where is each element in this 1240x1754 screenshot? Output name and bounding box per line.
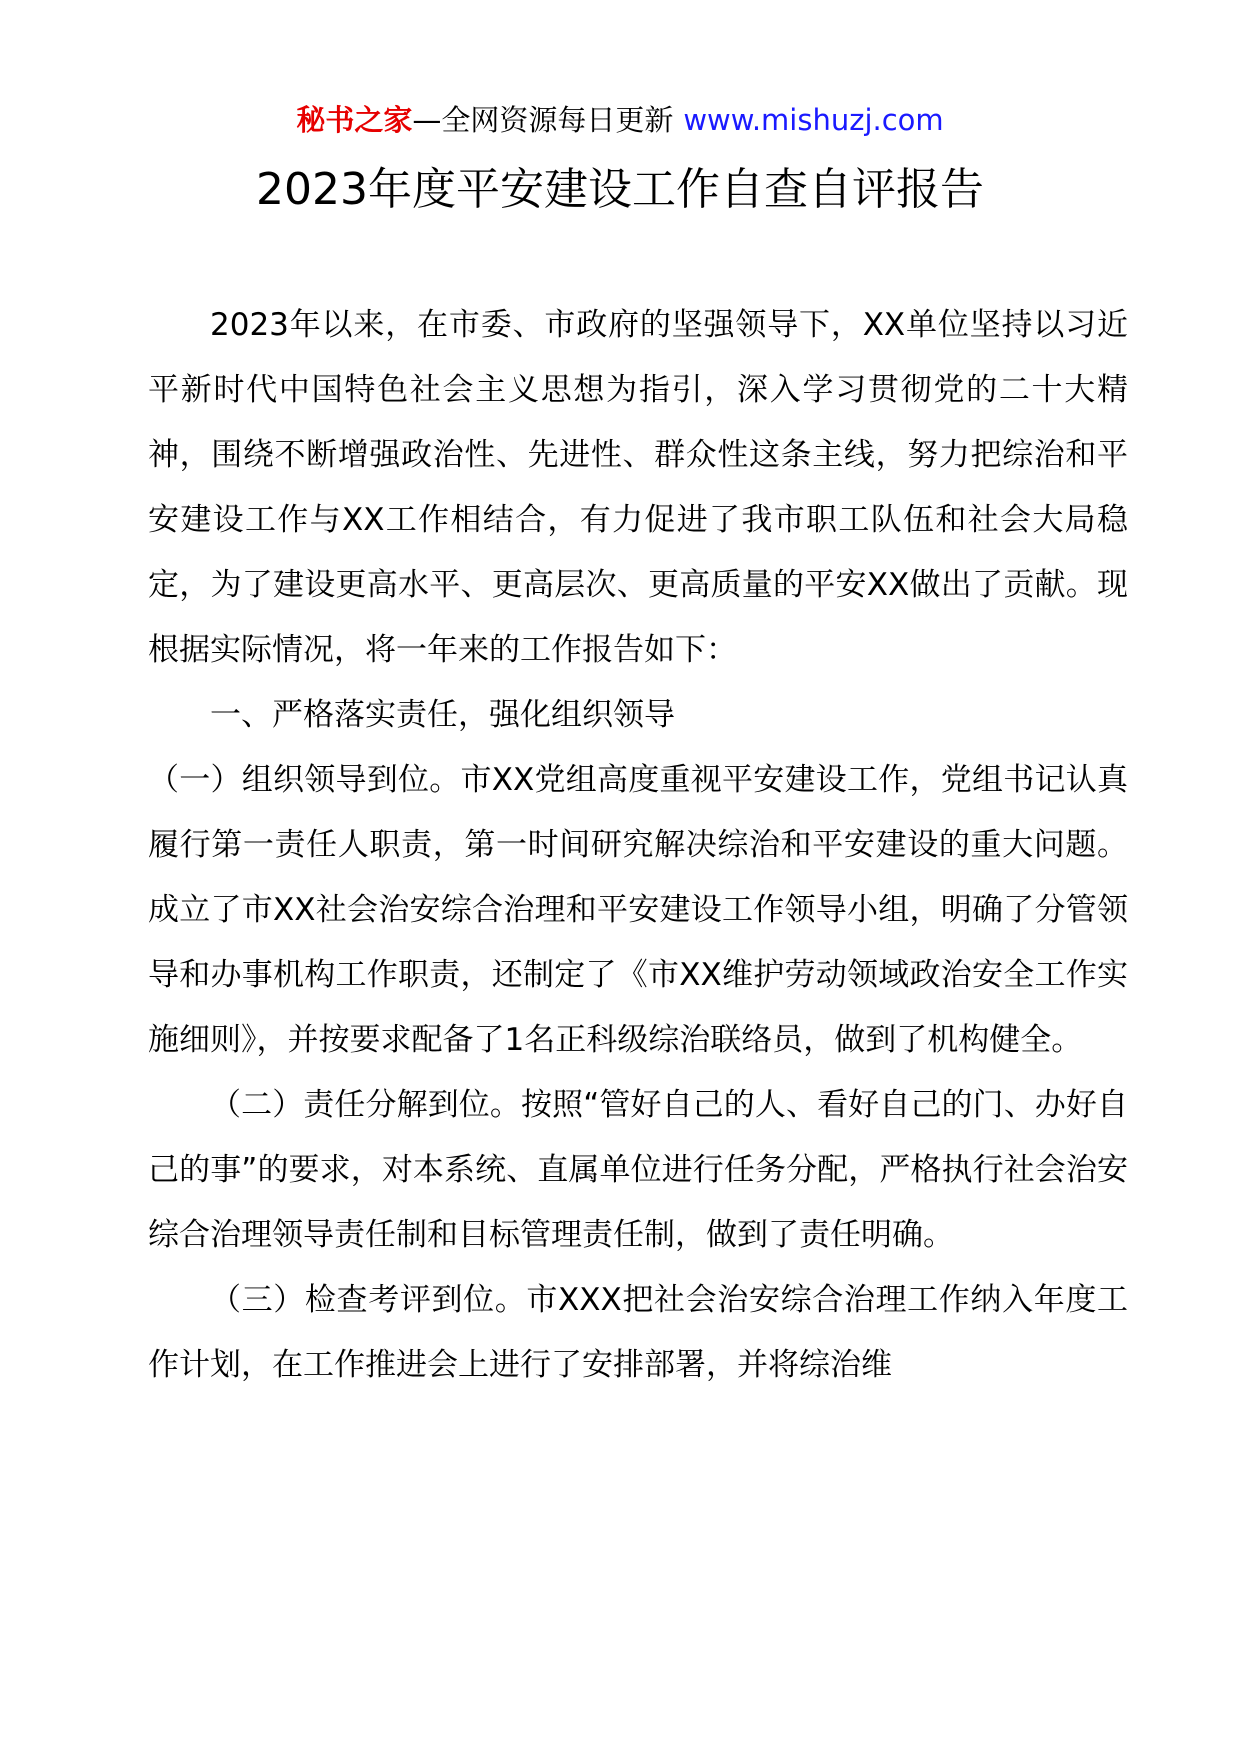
brand-name: 秘书之家 (296, 103, 413, 137)
site-url-link[interactable]: www.mishuzj.com (683, 103, 944, 137)
paragraph-item-3: （三）检查考评到位。市XXX把社会治安综合治理工作纳入年度工作计划，在工作推进会上进行了安排部署，并将综治维 (148, 1282, 1128, 1383)
document-body (148, 293, 1128, 1398)
paragraph-item-1: （一）组织领导到位。市XX党组高度重视平安建设工作，党组书记认真履行第一责任人职责，第一时间研究解决综治和平安建设的重大问题。成立了市XX社会治安综合治理和平安建设工作领导小组，明确了分管领导和办事机构工作职责，还制定了《市XX维护劳动领域政治安全工作实施细则》，并按要求配备了1名正科级综治联络员，做到了机构健全。 (148, 762, 1128, 1058)
brand-slogan: —全网资源每日更新 (412, 103, 674, 137)
section-heading-1: 一、严格落实责任，强化组织领导 (210, 697, 675, 733)
document-title: 2023年度平安建设工作自查自评报告 (256, 164, 984, 215)
intro-paragraph: 2023年以来，在市委、市政府的坚强领导下，XX单位坚持以习近平新时代中国特色社会主义思想为指引，深入学习贯彻党的二十大精神，围绕不断增强政治性、先进性、群众性这条主线，努力把综治和平安建设工作与XX工作相结合，有力促进了我市职工队伍和社会大局稳定，为了建设更高水平、更高层次、更高质量的平安XX做出了贡献。现根据实际情况，将一年来的工作报告如下： (148, 307, 1128, 668)
site-header (0, 100, 1240, 140)
paragraph-item-2: （二）责任分解到位。按照“管好自己的人、看好自己的门、办好自己的事”的要求，对本系统、直属单位进行任务分配，严格执行社会治安综合治理领导责任制和目标管理责任制，做到了责任明确。 (148, 1087, 1128, 1253)
